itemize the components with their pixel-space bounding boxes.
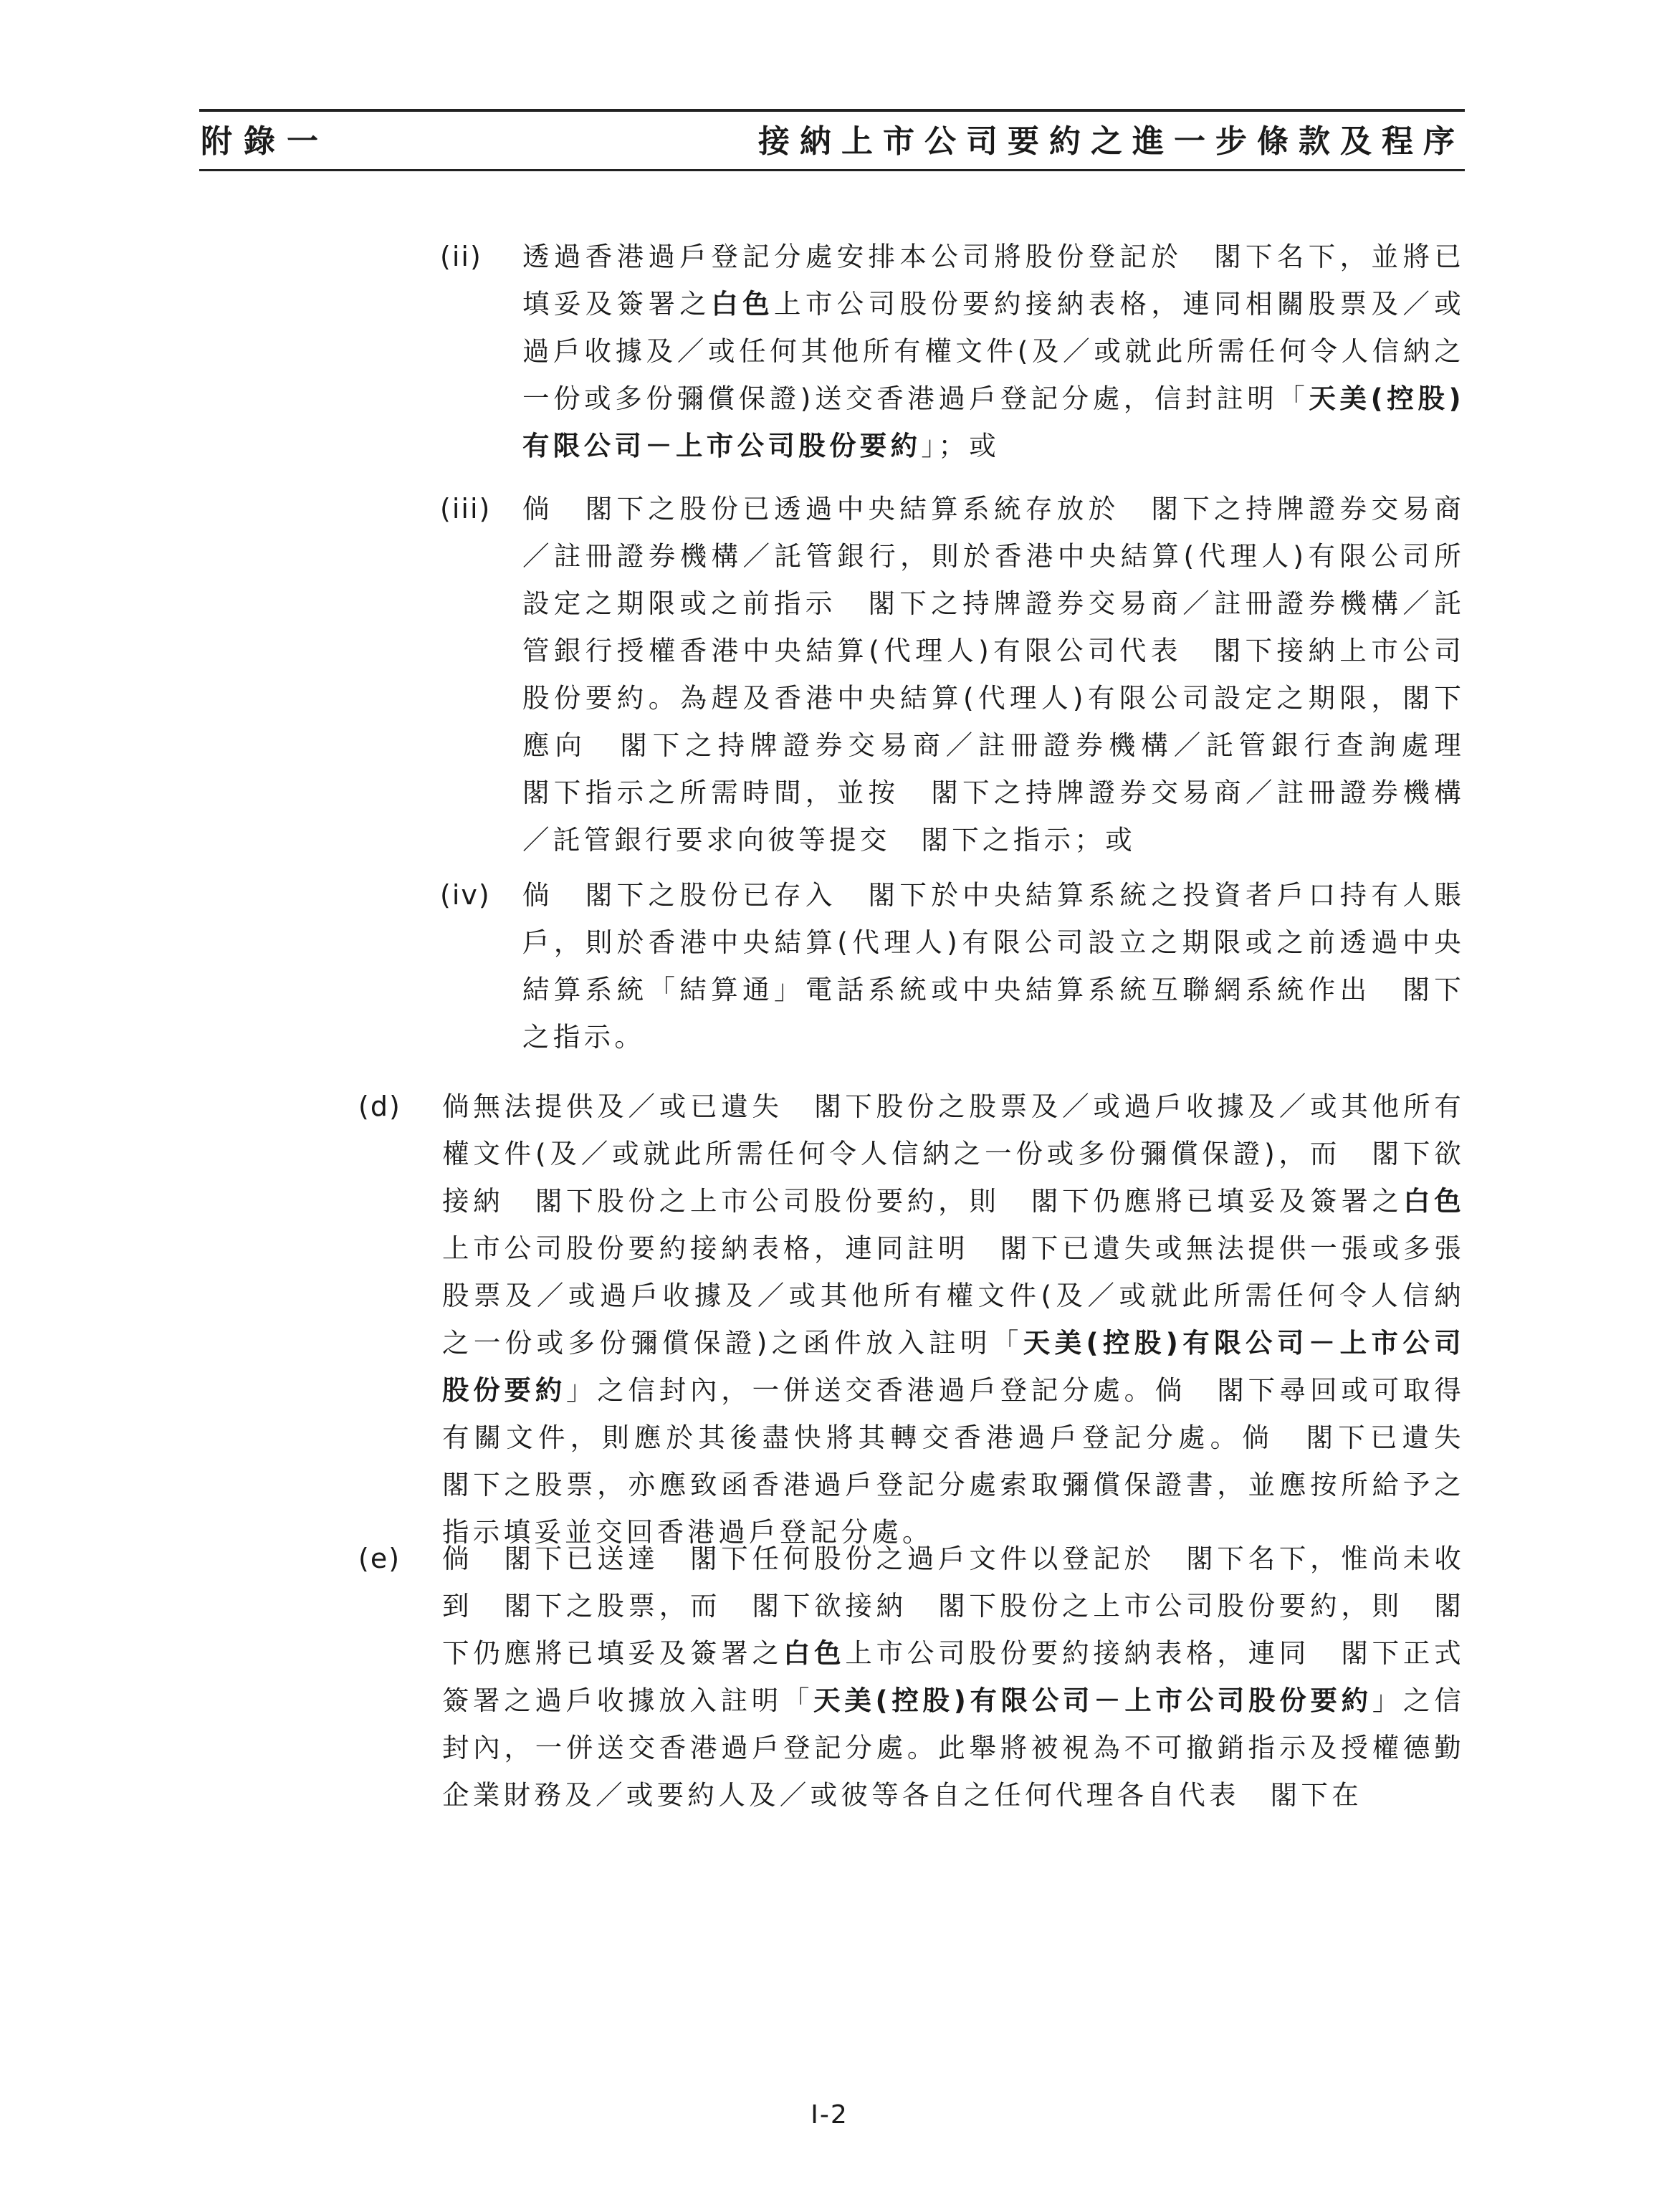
clause-text — [442, 1083, 1496, 1556]
text-run: 上市公司股份要約接納表格，連同相關股票及／或過戶收據及／或任何其他所有權文件(及／或就此所需任何令人信納之一份或多份彌償保證)送交香港過戶登記分處，信封註明「 — [522, 288, 1465, 414]
clause-iii — [0, 485, 1659, 911]
header-bottom-rule — [199, 169, 1465, 171]
text-run: 上市公司股份要約接納表格，連同 閣下正式簽署之過戶收據放入註明「 — [442, 1637, 1465, 1716]
text-run: 上市公司股份要約接納表格，連同註明 閣下已遺失或無法提供一張或多張股票及／或過戶收據及／或其他所有權文件(及／或就此所需任何令人信納之一份或多份彌償保證)之函件放入註明「 — [442, 1232, 1465, 1359]
text-run: 透過香港過戶登記分處安排本公司將股份登記於 閣下名下，並將已填妥及簽署之 — [522, 241, 1465, 320]
clause-text — [442, 1535, 1465, 1819]
clause-marker: (iv) — [440, 879, 491, 911]
text-run: 」之信封內，一併送交香港過戶登記分處。此舉將被視為不可撤銷指示及授權德勤企業財務及／或要約人及／或彼等各自之任何代理各自代表 閣下在 — [442, 1685, 1466, 1811]
text-run: 倘 閣下之股份已存入 閣下於中央結算系統之投資者戶口持有人賬戶，則於香港中央結算(代理人)有限公司設立之期限或之前透過中央結算系統「結算通」電話系統或中央結算系統互聯網系統作出 閣下之指示。 — [522, 879, 1465, 1053]
clause-ii — [0, 233, 1659, 469]
page-number: I-2 — [811, 2100, 848, 2130]
text-run: 倘無法提供及／或已遺失 閣下股份之股票及／或過戶收據及／或其他所有權文件(及／或就此所需任何令人信納之一份或多份彌償保證)，而 閣下欲接納 閣下股份之上市公司股份要約，則 閣下仍應將已填妥及簽署之 — [442, 1091, 1465, 1217]
bold-phrase: 白色 — [711, 288, 774, 320]
bold-phrase: 白色 — [1402, 1185, 1465, 1217]
clause-e — [0, 1535, 1659, 1819]
bold-phrase: 白色 — [783, 1637, 846, 1669]
bold-phrase: 天美(控股)有限公司－上市公司股份要約 — [813, 1685, 1372, 1716]
header-top-rule — [199, 109, 1465, 112]
appendix-label: 附錄一 — [201, 123, 330, 160]
clause-marker: (d) — [358, 1091, 401, 1122]
text-run: 倘 閣下已送達 閣下任何股份之過戶文件以登記於 閣下名下，惟尚未收到 閣下之股票，而 閣下欲接納 閣下股份之上市公司股份要約，則 閣下仍應將已填妥及簽署之 — [442, 1543, 1465, 1669]
clause-marker: (iii) — [440, 493, 492, 525]
text-run: 」之信封內，一併送交香港過戶登記分處。倘 閣下尋回或可取得有關文件，則應於其後盡快將其轉交香港過戶登記分處。倘 閣下已遺失 閣下之股票，亦應致函香港過戶登記分處索取彌償保證書，並應按所給予之指示填妥並交回香港過戶登記分處。 — [442, 1374, 1496, 1548]
clause-text — [522, 485, 1496, 863]
clause-iv — [0, 871, 1659, 1060]
clause-marker: (ii) — [440, 241, 482, 272]
page-heading: 接納上市公司要約之進一步條款及程序 — [758, 123, 1465, 160]
clause-marker: (e) — [358, 1543, 401, 1574]
clause-text — [522, 871, 1465, 1060]
bold-phrase: 天美(控股)有限公司－上市公司股份要約 — [522, 383, 1465, 461]
clause-text — [522, 233, 1465, 469]
text-run: 」；或 — [921, 430, 1000, 461]
bold-phrase: 天美(控股)有限公司－上市公司股份要約 — [442, 1327, 1465, 1406]
clause-d — [0, 1083, 1659, 1548]
text-run: 倘 閣下之股份已透過中央結算系統存放於 閣下之持牌證券交易商／註冊證券機構／託管銀行，則於香港中央結算(代理人)有限公司所設定之期限或之前指示 閣下之持牌證券交易商／註冊證券機構／託管銀行授權香港中央結算(代理人)有限公司代表 閣下接納上市公司股份要約。為趕及香港中央結算(代理人)有限公司設定之期限，閣下應向 閣下之持牌證券交易商／註冊證券機構／託管銀行查詢處理 閣下指示之所需時間，並按 閣下之持牌證券交易商／註冊證券機構／託管銀行要求向彼等提交 閣下之指示；或 — [522, 493, 1496, 856]
